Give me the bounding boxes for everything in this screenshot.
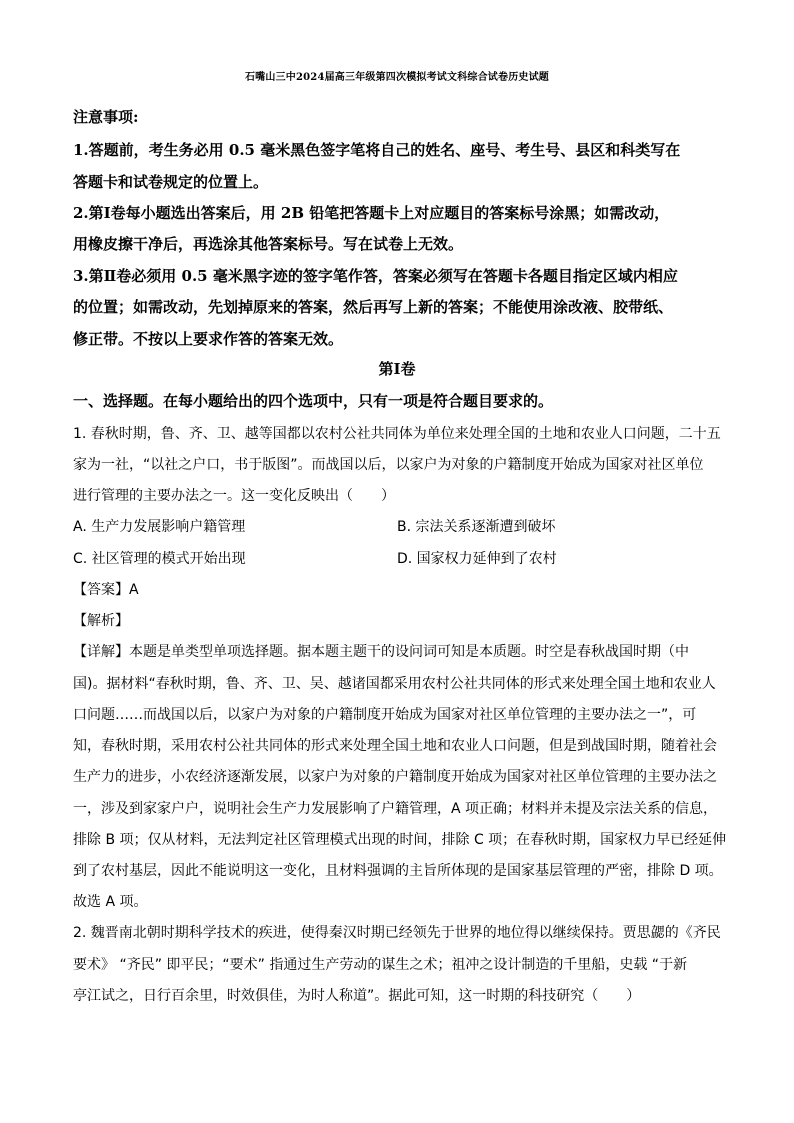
q1-analysis-line: 排除 B 项；仅从材料，无法判定社区管理模式出现的时间，排除 C 项；在春秋时期，国家权力早已经延伸 bbox=[73, 832, 727, 848]
notice-line: 修正带。不按以上要求作答的答案无效。 bbox=[73, 330, 344, 348]
part-heading: 一、选择题。在每小题给出的四个选项中，只有一项是符合题目要求的。 bbox=[73, 392, 554, 410]
q2-stem-line: 2. 魏晋南北朝时期科学技术的疾进，使得秦汉时期已经领先于世界的地位得以继续保持。贾思勰的《齐民 bbox=[73, 925, 721, 941]
q1-analysis-label: 【解析】 bbox=[73, 613, 129, 629]
q1-analysis-line: 【详解】本题是单类型单项选择题。据本题主题干的设问词可知是本质题。时空是春秋战国时期（中 bbox=[73, 644, 689, 660]
q1-stem-line: 进行管理的主要办法之一。这一变化反映出（ ） bbox=[73, 488, 395, 504]
q1-stem-line: 家为一社，“以社之户口，书于版图”。而战国以后，以家户为对象的户籍制度开始成为国家对社区单位 bbox=[73, 457, 704, 473]
notice-line: 3.第Ⅱ卷必须用 0.5 毫米黑字迹的签字笔作答，答案必须写在答题卡各题目指定区域内相应 bbox=[73, 267, 678, 285]
section-title: 第Ⅰ卷 bbox=[378, 360, 416, 378]
notice-heading: 注意事项: bbox=[73, 108, 139, 126]
notice-line: 用橡皮擦干净后，再选涂其他答案标号。写在试卷上无效。 bbox=[73, 235, 464, 253]
q1-analysis-line: 口问题……而战国以后，以家户为对象的户籍制度开始成为国家对社区单位管理的主要办法之一”，可 bbox=[73, 707, 697, 723]
notice-line: 2.第Ⅰ卷每小题选出答案后，用 2B 铅笔把答题卡上对应题目的答案标号涂黑；如需改动， bbox=[73, 204, 670, 222]
q1-option-a: A. 生产力发展影响户籍管理 bbox=[73, 519, 246, 535]
notice-line: 1.答题前，考生务必用 0.5 毫米黑色签字笔将自己的姓名、座号、考生号、县区和科类写在 bbox=[73, 141, 681, 159]
q1-answer: 【答案】A bbox=[73, 582, 139, 598]
q1-analysis-line: 国)。据材料“春秋时期，鲁、齐、卫、吴、越诸国都采用农村公社共同体的形式来处理全国土地和农业人 bbox=[73, 676, 716, 692]
q1-stem-line: 1. 春秋时期，鲁、齐、卫、越等国都以农村公社共同体为单位来处理全国的土地和农业人口问题，二十五 bbox=[73, 426, 721, 442]
q2-stem-line: 亭江试之，日行百余里，时效俱佳，为时人称道”。据此可知，这一时期的科技研究（ ） bbox=[73, 988, 641, 1004]
q1-option-b: B. 宗法关系逐渐遭到破坏 bbox=[397, 519, 556, 535]
notice-line: 答题卡和试卷规定的位置上。 bbox=[73, 173, 269, 191]
q1-analysis-line: 生产力的进步，小农经济逐渐发展，以家户为对象的户籍制度开始成为国家对社区单位管理的主要办法之 bbox=[73, 769, 717, 785]
q1-option-c: C. 社区管理的模式开始出现 bbox=[73, 551, 246, 567]
q1-option-d: D. 国家权力延伸到了农村 bbox=[397, 551, 557, 567]
q1-analysis-line: 到了农村基层，因此不能说明这一变化，且材料强调的主旨所体现的是国家基层管理的严密，排除 D 项。 bbox=[73, 863, 723, 879]
q1-analysis-line: 一，涉及到家家户户，说明社会生产力发展影响了户籍管理，A 项正确；材料并未提及宗法关系的信息， bbox=[73, 801, 718, 817]
q1-analysis-line: 知，春秋时期，采用农村公社共同体的形式来处理全国土地和农业人口问题，但是到战国时期，随着社会 bbox=[73, 738, 717, 754]
notice-line: 的位置；如需改动，先划掉原来的答案，然后再写上新的答案；不能使用涂改液、胶带纸、 bbox=[73, 298, 674, 316]
q2-stem-line: 要术》 “齐民” 即平民；“要术” 指通过生产劳动的谋生之术；祖冲之设计制造的千里船，史载 “于新 bbox=[73, 957, 688, 973]
exam-title: 石嘴山三中2024届高三年级第四次模拟考试文科综合试卷历史试题 bbox=[244, 72, 550, 83]
q1-analysis-line: 故选 A 项。 bbox=[73, 894, 148, 910]
